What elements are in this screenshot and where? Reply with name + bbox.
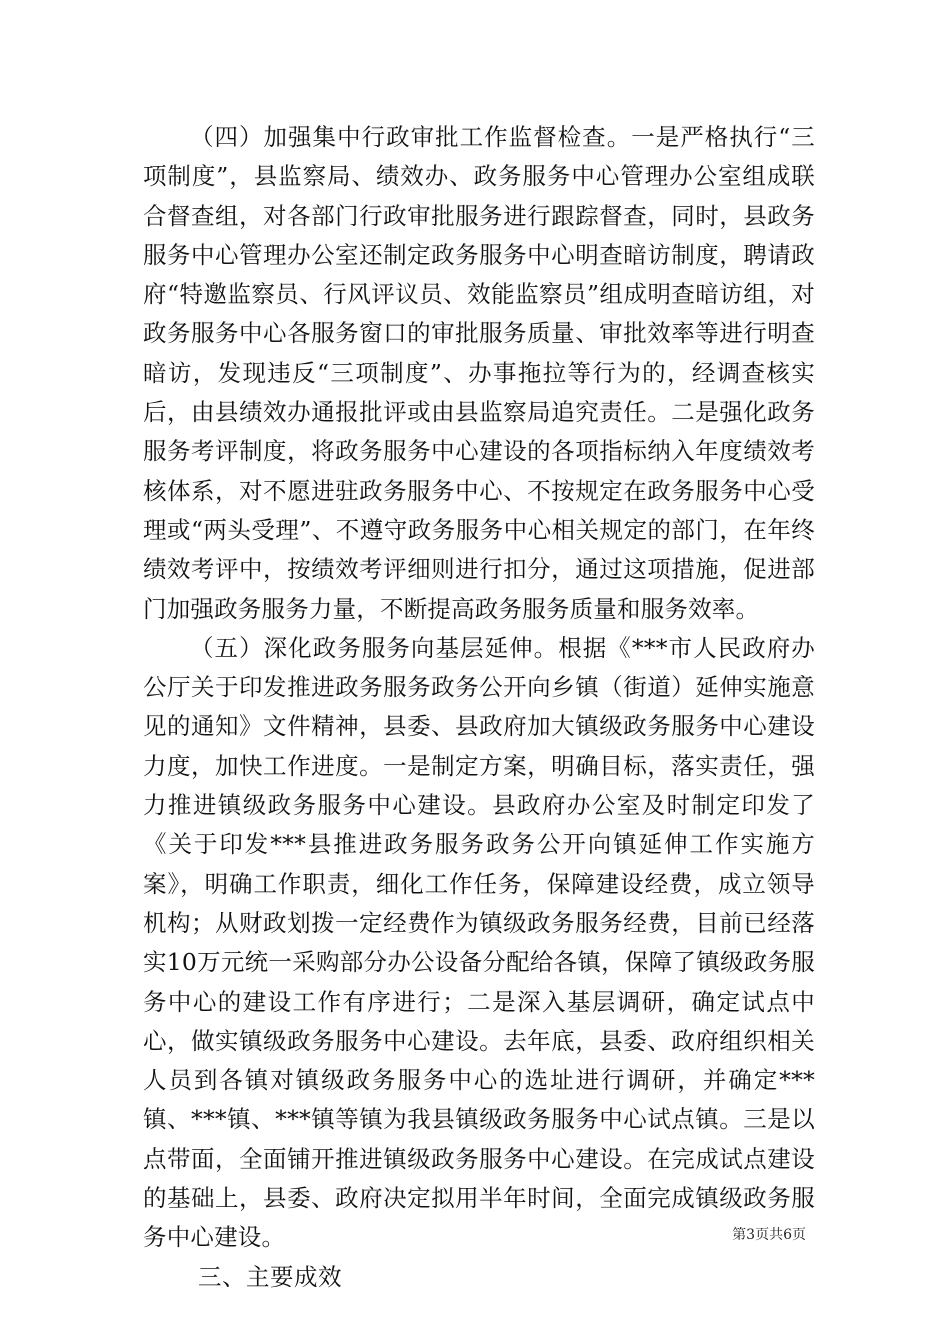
paragraph-supervision: （四）加强集中行政审批工作监督检查。一是严格执行“三项制度”，县监察局、绩效办、政务服务中心管理办公室组成联合督查组，对各部门行政审批服务进行跟踪督查，同时，县政务服务中心管理办公室还制定政务服务中心明查暗访制度，聘请政府“特邀监察员、行风评议员、效能监察员”组成明查暗访组，对政务服务中心各服务窗口的审批服务质量、审批效率等进行明查暗访，发现违反“三项制度”、办事拖拉等行为的，经调查核实后，由县绩效办通报批评或由县监察局追究责任。二是强化政务服务考评制度，将政务服务中心建设的各项指标纳入年度绩效考核体系，对不愿进驻政务服务中心、不按规定在政务服务中心受理或“两头受理”、不遵守政务服务中心相关规定的部门，在年终绩效考评中，按绩效考评细则进行扣分，通过这项措施，促进部门加强政务服务力量，不断提高政务服务质量和服务效率。: [143, 123, 815, 623]
section-heading: 三、主要成效: [198, 1262, 342, 1291]
paragraph-grassroots-extension: （五）深化政务服务向基层延伸。根据《***市人民政府办公厅关于印发推进政务服务政务公开向乡镇（街道）延伸实施意见的通知》文件精神，县委、县政府加大镇级政务服务中心建设力度，加快工作进度。一是制定方案，明确目标，落实责任，强力推进镇级政务服务中心建设。县政府办公室及时制定印发了《关于印发***县推进政务服务政务公开向镇延伸工作实施方案》，明确工作职责，细化工作任务，保障建设经费，成立领导机构；从财政划拨一定经费作为镇级政务服务经费，目前已经落实10万元统一采购部分办公设备分配给各镇，保障了镇级政务服务中心的建设工作有序进行；二是深入基层调研，确定试点中心，做实镇级政务服务中心建设。去年底，县委、政府组织相关人员到各镇对镇级政务服务中心的选址进行调研，并确定***镇、***镇、***镇等镇为我县镇级政务服务中心试点镇。三是以点带面，全面铺开推进镇级政务服务中心建设。在完成试点建设的基础上，县委、政府决定拟用半年时间，全面完成镇级政务服务中心建设。: [143, 633, 815, 1252]
page-number-footer: 第3页共6页: [732, 1227, 806, 1243]
document-body: [143, 118, 815, 1297]
